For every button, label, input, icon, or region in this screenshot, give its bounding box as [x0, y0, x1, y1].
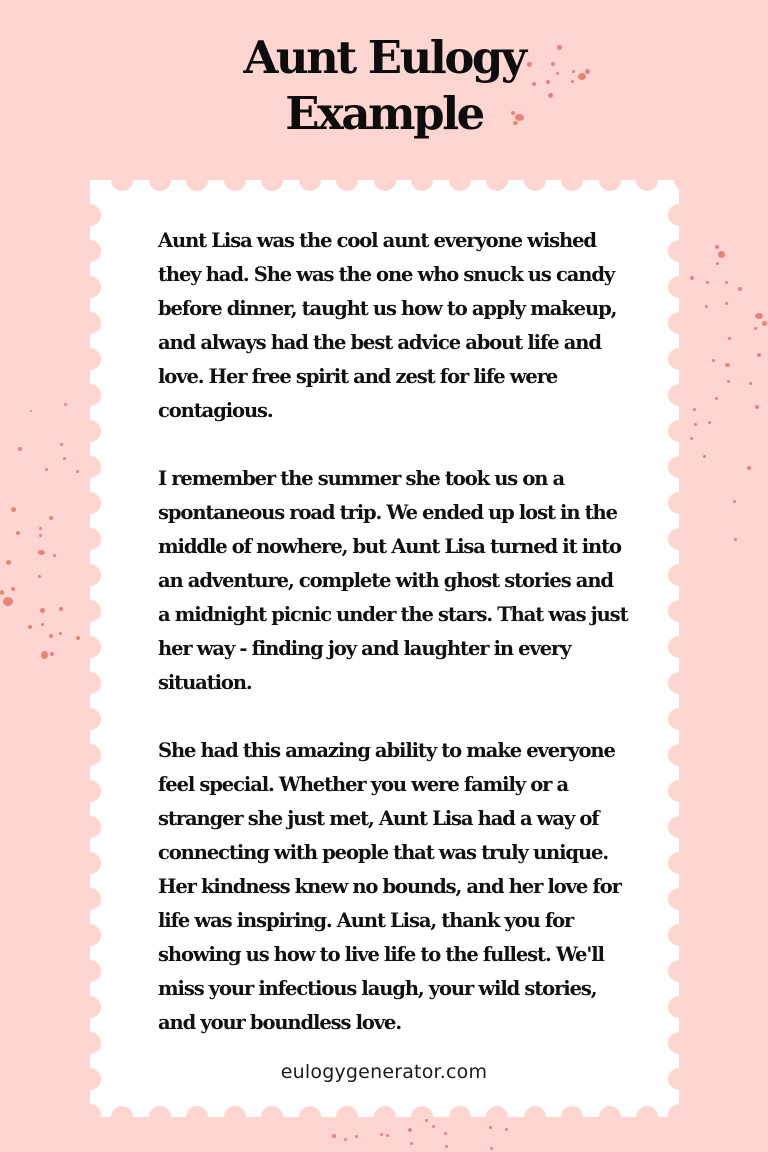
- title-line-2: Example: [285, 87, 483, 140]
- page-title: [0, 30, 768, 142]
- title-line-1: Aunt Eulogy: [243, 31, 525, 84]
- stamp-edge-bottom: [111, 1106, 711, 1128]
- stamp-edge-top: [111, 169, 711, 191]
- eulogy-paragraph-1: Aunt Lisa was the cool aunt everyone wished they had. She was the one who snuck us candy before dinner, taught us how to apply makeup, and always had the best advice about life and love. Her free spirit and zest for life were contagious.: [158, 229, 617, 422]
- eulogy-paragraph-2: I remember the summer she took us on a spontaneous road trip. We ended up lost in the middle of nowhere, but Aunt Lisa turned it into an adventure, complete with ghost stories and a midnight picnic under the stars. That was just her way - finding joy and laughter in every situation.: [158, 467, 628, 694]
- stamp-edge-left: [79, 204, 101, 1140]
- stamp-edge-right: [668, 204, 690, 1140]
- site-link[interactable]: eulogygenerator.com: [280, 1061, 488, 1083]
- eulogy-text: [158, 224, 628, 1074]
- eulogy-paragraph-3: She had this amazing ability to make everyone feel special. Whether you were family or a stranger she just met, Aunt Lisa had a way of connecting with people that was truly unique. Her kindness knew no bounds, and her love for life was inspiring. Aunt Lisa, thank you for showing us how to live life to the fullest. We'll miss your infectious laugh, your wild stories, and your boundless love.: [158, 739, 621, 1034]
